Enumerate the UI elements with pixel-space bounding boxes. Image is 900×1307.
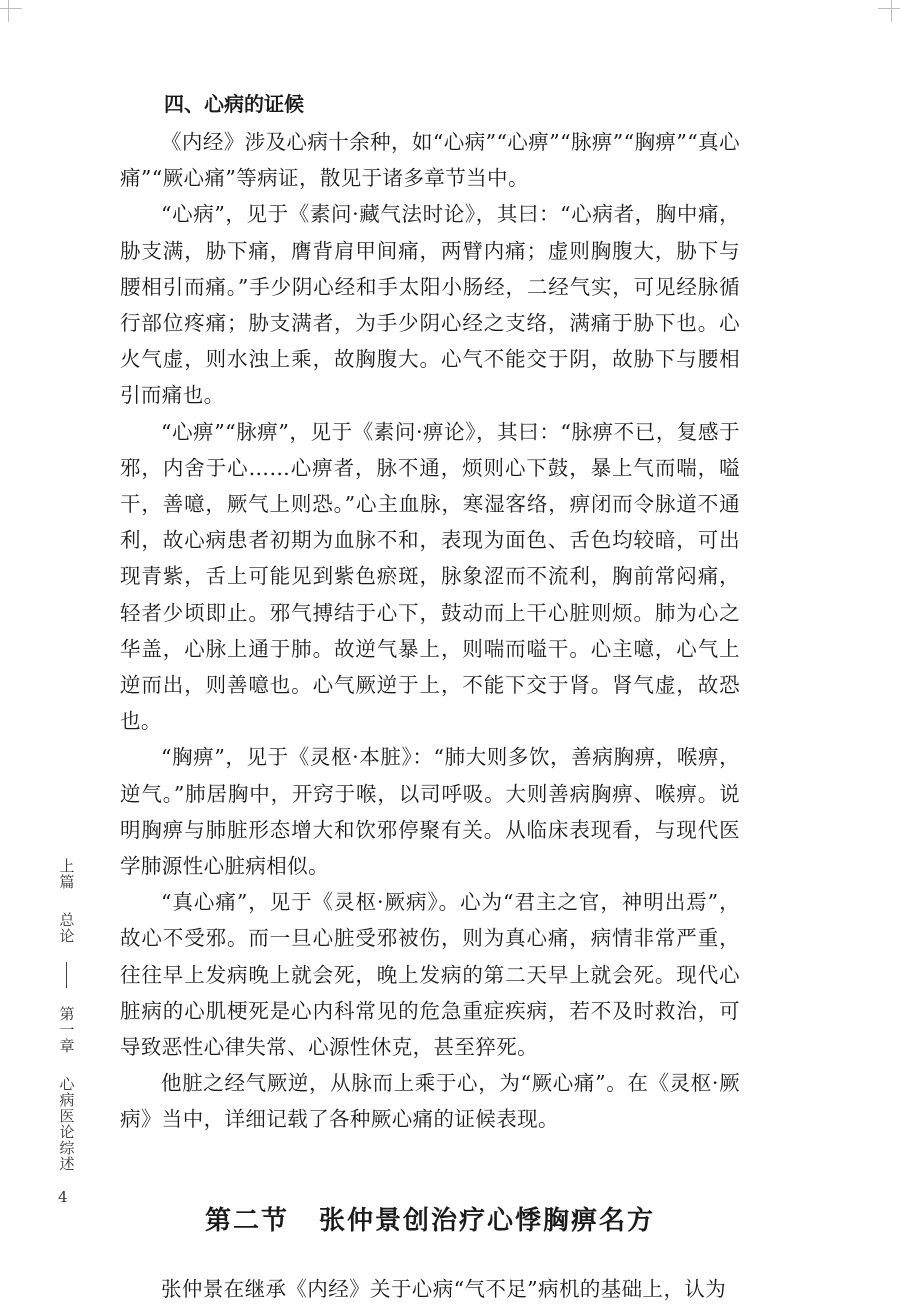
paragraph: 张仲景在继承《内经》关于心病“气不足”病机的基础上，认为 bbox=[161, 1276, 727, 1301]
paragraph: 《内经》涉及心病十余种，如“心病”“心痹”“脉痹”“胸痹”“真心痛”“厥心痛”等病证，散见于诸多章节当中。 bbox=[120, 130, 740, 191]
page-body bbox=[120, 86, 740, 1307]
paragraph: “胸痹”，见于《灵枢·本脏》：“肺大则多饮，善病胸痹，喉痹，逆气。”肺居胸中，开窍于喉，以司呼吸。大则善病胸痹、喉痹。说明胸痹与肺脏形态增大和饮邪停聚有关。从临床表现看，与现代医学肺源性心脏病相似。 bbox=[120, 745, 740, 879]
paragraph: 他脏之经气厥逆，从脉而上乘于心，为“厥心痛”。在《灵枢·厥病》当中，详细记载了各种厥心痛的证候表现。 bbox=[120, 1071, 740, 1132]
running-head-part: 上篇 bbox=[57, 858, 76, 890]
paragraph: “心病”，见于《素问·藏气法时论》，其曰：“心病者，胸中痛，胁支满，胁下痛，膺背肩甲间痛，两臂内痛；虚则胸腹大，胁下与腰相引而痛。”手少阴心经和手太阳小肠经，二经气实，可见经脉循行部位疼痛；胁支满者，为手少阴心经之支络，满痛于胁下也。心火气虚，则水浊上乘，故胸腹大。心气不能交于阴，故胁下与腰相引而痛也。 bbox=[120, 202, 740, 408]
paragraph: “真心痛”，见于《灵枢·厥病》。心为“君主之官，神明出焉”，故心不受邪。而一旦心脏受邪被伤，则为真心痛，病情非常严重，往往早上发病晚上就会死，晚上发病的第二天早上就会死。现代心脏病的心肌梗死是心内科常见的危急重症疾病，若不及时救治，可导致恶性心律失常、心源性休克，甚至猝死。 bbox=[120, 890, 740, 1060]
running-head-chapter: 第一章 bbox=[57, 1006, 76, 1054]
running-head bbox=[54, 858, 78, 1172]
subheading: 四、心病的证候 bbox=[164, 92, 304, 116]
section-number: 第二节 bbox=[204, 1205, 289, 1236]
crop-mark bbox=[891, 0, 892, 22]
running-head-chapter-title: 心病医论综述 bbox=[57, 1076, 76, 1172]
running-head-divider bbox=[66, 962, 67, 988]
section-title bbox=[120, 1200, 740, 1237]
section-name: 张仲景创治疗心悸胸痹名方 bbox=[319, 1205, 656, 1236]
crop-mark bbox=[878, 8, 900, 9]
crop-mark bbox=[8, 0, 9, 22]
page-number: 4 bbox=[58, 1188, 68, 1206]
crop-mark bbox=[0, 8, 22, 9]
paragraph: “心痹”“脉痹”，见于《素问·痹论》，其曰：“脉痹不已，复感于邪，内舍于心……心痹者，脉不通，烦则心下鼓，暴上气而喘，嗌干，善噫，厥气上则恐。”心主血脉，寒湿客络，痹闭而令脉道不通利，故心病患者初期为血脉不和，表现为面色、舌色均较暗，可出现青紫，舌上可能见到紫色瘀斑，脉象涩而不流利，胸前常闷痛，轻者少顷即止。邪气搏结于心下，鼓动而上干心脏则烦。肺为心之华盖，心脉上通于肺。故逆气暴上，则喘而嗌干。心主噫，心气上逆而出，则善噫也。心气厥逆于上，不能下交于肾。肾气虚，故恐也。 bbox=[120, 419, 740, 734]
running-head-part-title: 总论 bbox=[57, 912, 76, 944]
